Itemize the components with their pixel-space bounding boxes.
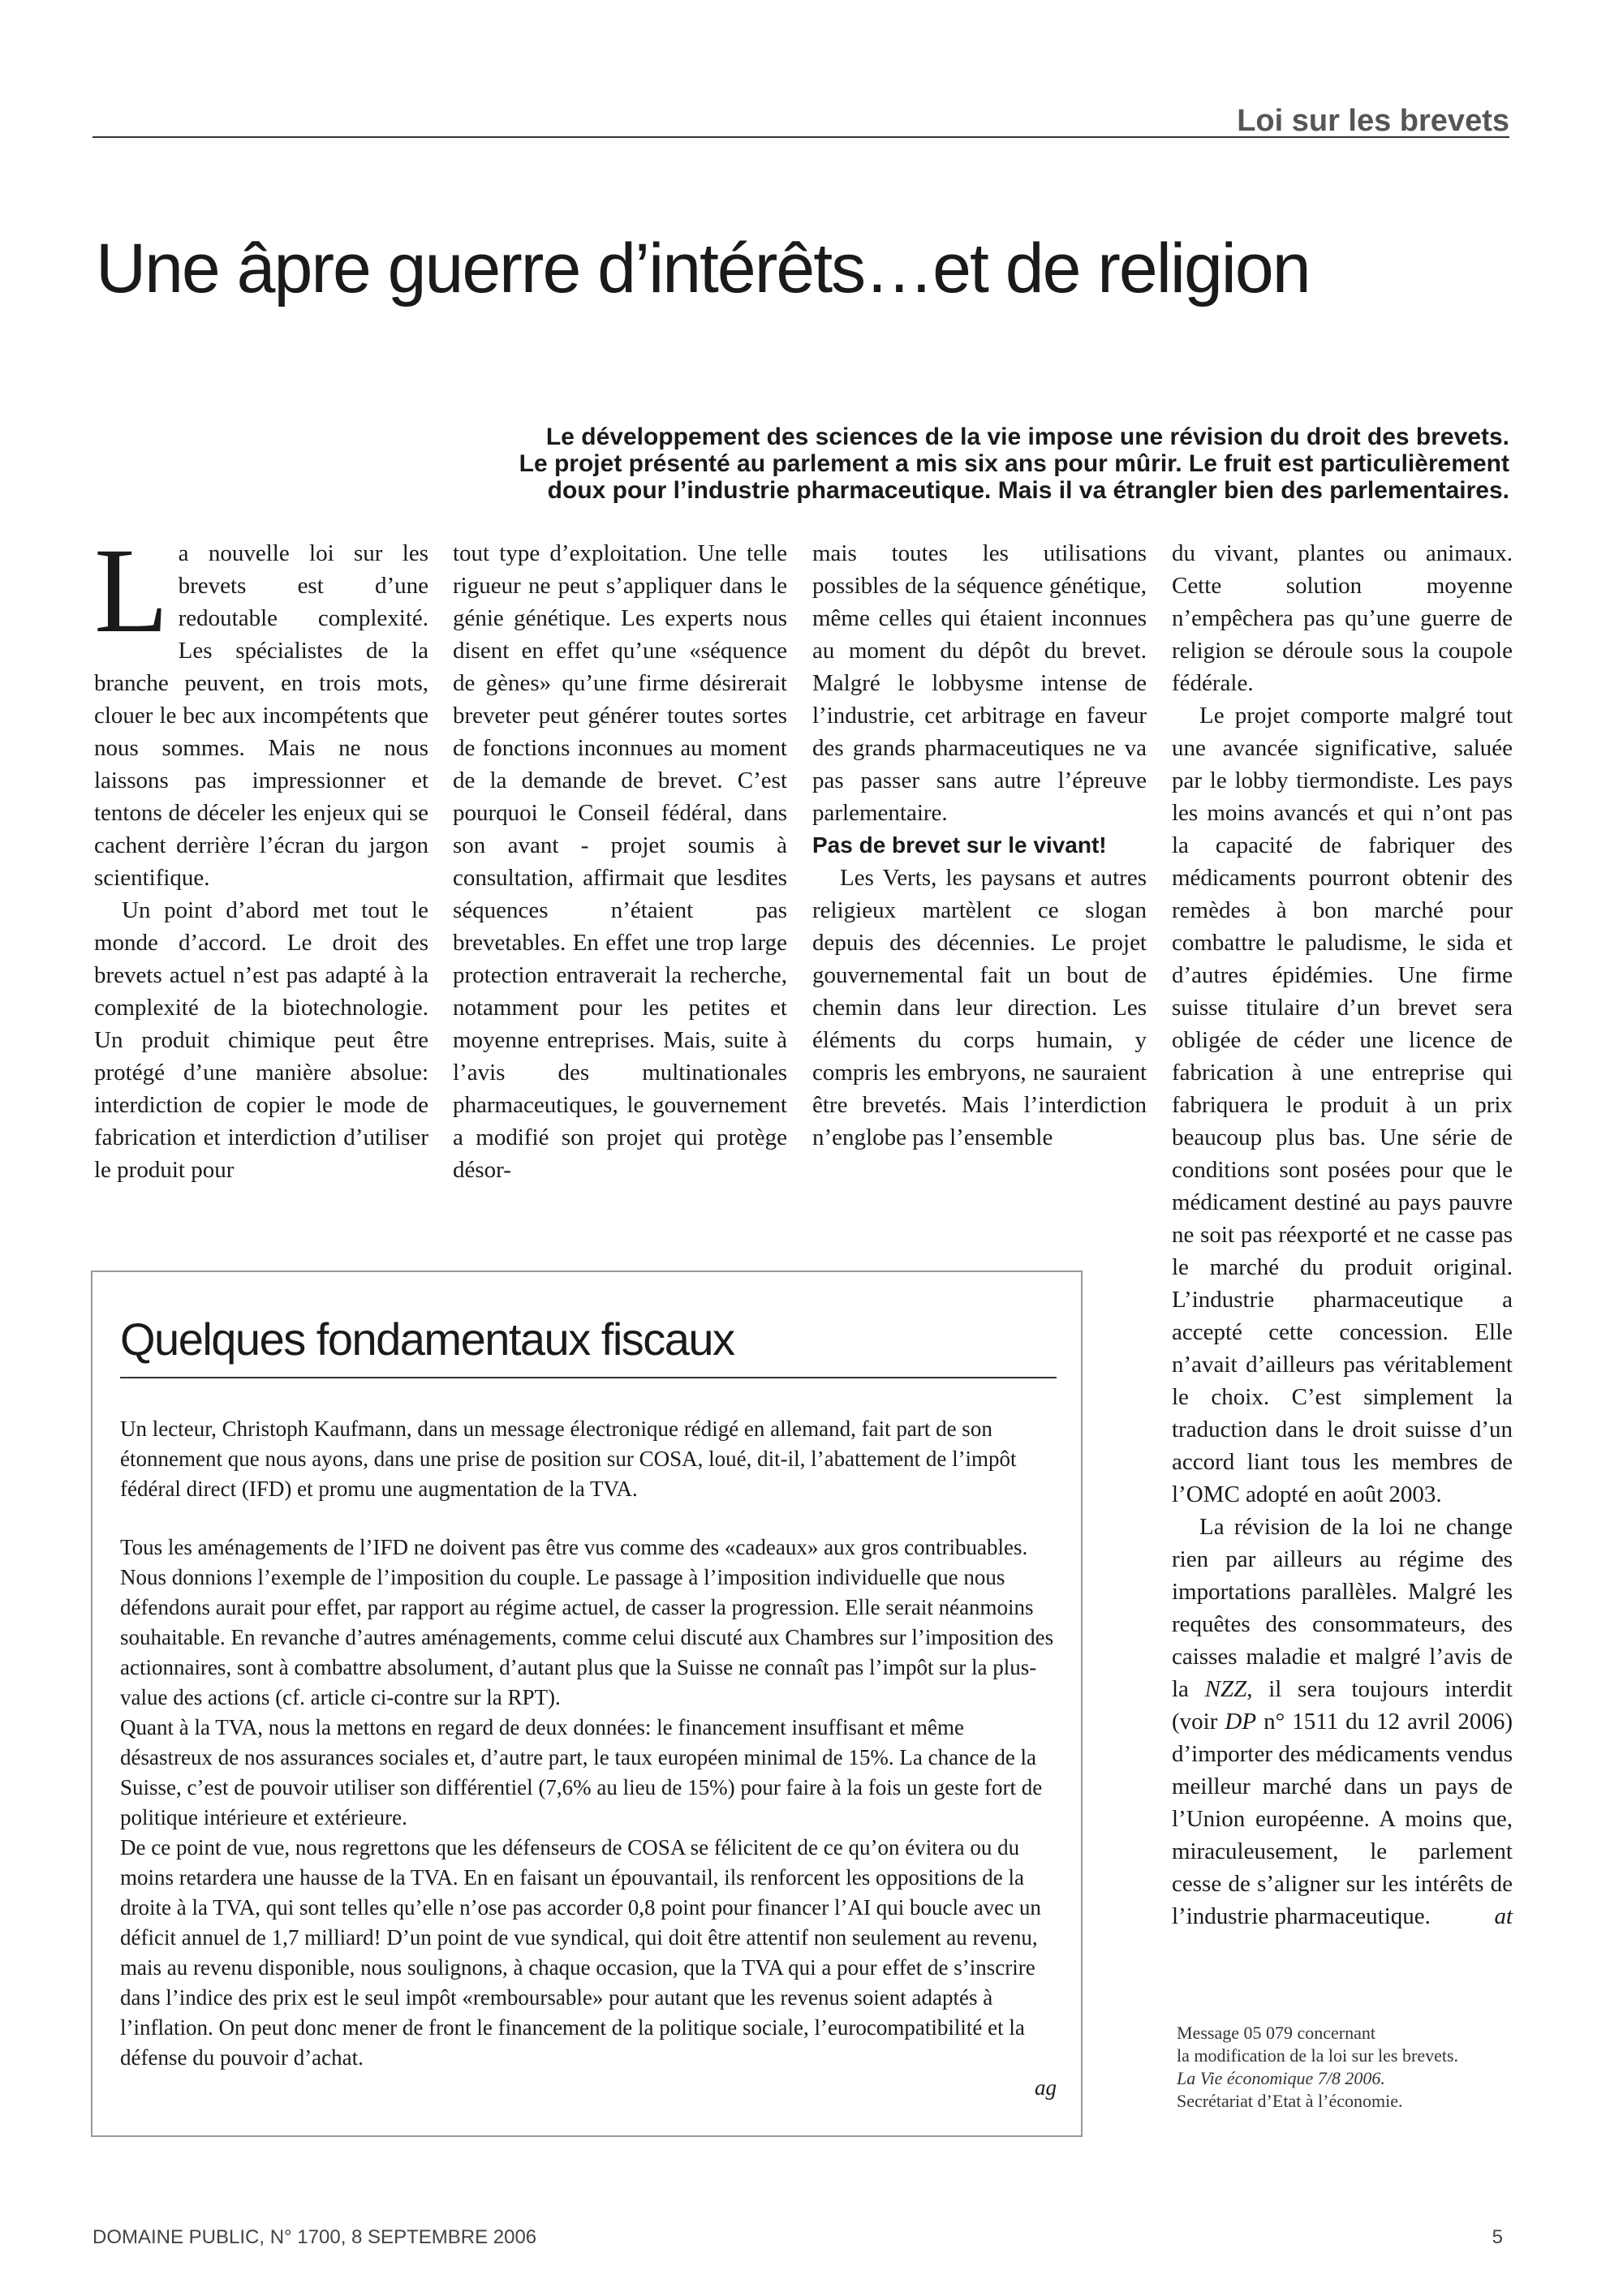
subheading: Pas de brevet sur le vivant! [812, 832, 1107, 858]
paragraph-text: La révision de la loi ne change rien par ailleurs au régime des importations parallèles. Malgré les requêtes des consommateurs, des caisses maladie et malgré l’avis de la [1172, 1514, 1513, 1702]
box-signature: ag [1035, 2075, 1057, 2100]
paragraph: Les Verts, les paysans et autres religieux martèlent ce slogan depuis des décennies. Le projet gouvernemental fait un bout de chemin dans leur direction. Les éléments du corps humain, y compris les embryons, ne sauraient être brevetés. Mais l’interdiction n’englobe pas l’ensemble [812, 865, 1147, 1150]
reference-line: La Vie économique 7/8 2006. [1177, 2068, 1385, 2088]
reference-line: Message 05 079 concernant [1177, 2023, 1375, 2043]
paragraph-text: a nouvelle loi sur les brevets est d’une redoutable complexité. Les spécialistes de la branche peuvent, en trois mots, clouer le bec aux incompétents que nous sommes. Mais ne nous laissons pas impressionner et tentons de déceler les enjeux qui se cachent derrière l’écran du jargon scientifique. [94, 540, 428, 891]
article-column-2 [453, 537, 787, 1186]
article-column-3 [812, 537, 1147, 1154]
paragraph-text: n° 1511 du 12 avril 2006) d’importer des médicaments vendus meilleur marché dans un pays de l’Union européenne. A moins que, miraculeusement, le parlement cesse de s’aligner sur les intérêts de l’industrie pharmaceutique. [1172, 1709, 1513, 1929]
article-deck [211, 424, 1509, 504]
reference-line: la modification de la loi sur les brevets. [1177, 2045, 1459, 2066]
paragraph: tout type d’exploitation. Une telle rigueur ne peut s’appliquer dans le génie génétique. Les experts nous disent en effet qu’une «séquence de gènes» qu’une firme désirerait breveter peut générer toutes sortes de fonctions inconnues au moment de la demande de brevet. C’est pourquoi le Conseil fédéral, dans son avant - projet soumis à consultation, affirmait que lesdites séquences n’étaient pas brevetables. En effet une trop large protection entraverait la recherche, notamment pour les petites et moyenne entreprises. Mais, suite à l’avis des multinationales pharmaceutiques, le gouvernement a modifié son projet qui protège désor- [453, 540, 787, 1183]
article-column-4 [1172, 537, 1513, 1933]
box-paragraph: Quant à la TVA, nous la mettons en regard de deux données: le financement insuffisant et même désastreux de nos assurances sociales et, d’autre part, le taux européen minimal de 15%. La chance de la Suisse, c’est de pouvoir utiliser son différentiel (7,6% au lieu de 15%) pour faire à la fois un geste fort de politique intérieure et extérieure. [120, 1715, 1043, 1829]
article-column-1 [94, 523, 428, 1186]
deck-line: Le développement des sciences de la vie impose une révision du droit des brevets. [545, 424, 1509, 450]
author-signature: at [1494, 1903, 1513, 1929]
box-body [120, 1414, 1057, 2103]
nzz-reference: NZZ [1204, 1676, 1247, 1702]
article-title: Une âpre guerre d’intérêts…et de religion [96, 230, 1310, 307]
paragraph: Un point d’abord met tout le monde d’accord. Le droit des brevets actuel n’est pas adapté à la complexité de la biotechnologie. Un produit chimique peut être protégé d’une manière absolue: interdiction de copier le mode de fabrication et interdiction d’utiliser le produit pour [94, 897, 428, 1183]
box-paragraph: Un lecteur, Christoph Kaufmann, dans un message électronique rédigé en allemand, fait part de son étonnement que nous ayons, dans une prise de position sur COSA, loué, dit-il, l’abattement de l’impôt fédéral direct (IFD) et promu une augmentation de la TVA. [120, 1417, 1017, 1501]
paragraph: du vivant, plantes ou animaux. Cette solution moyenne n’empêchera pas qu’une guerre de religion se déroule sous la coupole fédérale. [1172, 540, 1513, 696]
box-title: Quelques fondamentaux fiscaux [120, 1313, 1057, 1378]
paragraph: mais toutes les utilisations possibles de la séquence génétique, même celles qui étaient inconnues au moment du dépôt du brevet. Malgré le lobbysme intense de l’industrie, cet arbitrage en faveur des grands pharmaceutiques ne va pas passer sans autre l’épreuve parlementaire. [812, 540, 1147, 826]
reference-line: Secrétariat d’Etat à l’économie. [1177, 2091, 1403, 2111]
sidebar-box [91, 1271, 1083, 2137]
deck-line: doux pour l’industrie pharmaceutique. Mais il va étrangler bien des parlementaires. [547, 477, 1509, 504]
references [1177, 2022, 1518, 2113]
drop-cap: L [94, 523, 169, 658]
box-paragraph: Tous les aménagements de l’IFD ne doivent pas être vus comme des «cadeaux» aux gros contribuables. Nous donnions l’exemple de l’imposition du couple. Le passage à l’imposition individuelle que nous défendons aurait pour effet, par rapport au régime actuel, de casser la progression. Elle serait néanmoins souhaitable. En revanche d’autres aménagements, comme celui discuté aux Chambres sur l’imposition des actionnaires, sont à combattre absolument, d’autant plus que la Suisse ne connaît pas l’impôt sur la plus-value des actions (cf. article ci-contre sur la RPT). [120, 1535, 1054, 1709]
paragraph: Le projet comporte malgré tout une avancée significative, saluée par le lobby tiermondiste. Les pays les moins avancés et qui n’ont pas la capacité de fabriquer des médicaments pourront obtenir des remèdes à bon marché pour combattre le paludisme, le sida et d’autres épidémies. Une firme suisse titulaire d’un brevet sera obligée de céder une licence de fabrication à une entreprise qui fabriquera le produit à un prix beaucoup plus bas. Une série de conditions sont posées pour que le médicament destiné au pays pauvre ne soit pas réexporté et ne casse pas le marché du produit original. L’industrie pharmaceutique a accepté cette concession. Elle n’avait d’ailleurs pas véritablement le choix. C’est simplement la traduction dans le droit suisse d’un accord liant tous les membres de l’OMC adopté en août 2003. [1172, 703, 1513, 1507]
page-number: 5 [1492, 2226, 1503, 2248]
footer-publication: DOMAINE PUBLIC, N° 1700, 8 SEPTEMBRE 2006 [93, 2226, 537, 2248]
paragraph [94, 523, 428, 894]
paragraph-text: , il sera toujours interdit (voir [1172, 1676, 1513, 1735]
top-rule [93, 136, 1509, 138]
paragraph [1172, 1511, 1513, 1933]
section-label: Loi sur les brevets [1237, 104, 1509, 138]
box-paragraph: De ce point de vue, nous regrettons que les défenseurs de COSA se félicitent de ce qu’on évitera ou du moins retardera une hausse de la TVA. En en faisant un épouvantail, ils renforcent les oppositions de la droite à la TVA, qui sont telles qu’elle n’ose pas accorder 0,8 point pour financer l’AI qui boucle avec un déficit annuel de 1,7 milliard! D’un point de vue syndical, qui doit être attentif non seulement au revenu, mais au revenu disponible, nous soulignons, à chaque occasion, que la TVA qui a pour effet de s’inscrire dans l’indice des prix est le seul impôt «remboursable» pour autant que les revenus soient adaptés à l’inflation. On peut donc mener de front le financement de la politique sociale, l’eurocompatibilité et la défense du pouvoir d’achat. [120, 1835, 1041, 2070]
deck-line: Le projet présenté au parlement a mis six ans pour mûrir. Le fruit est particulièrement [519, 450, 1509, 477]
dp-reference: DP [1225, 1709, 1257, 1735]
